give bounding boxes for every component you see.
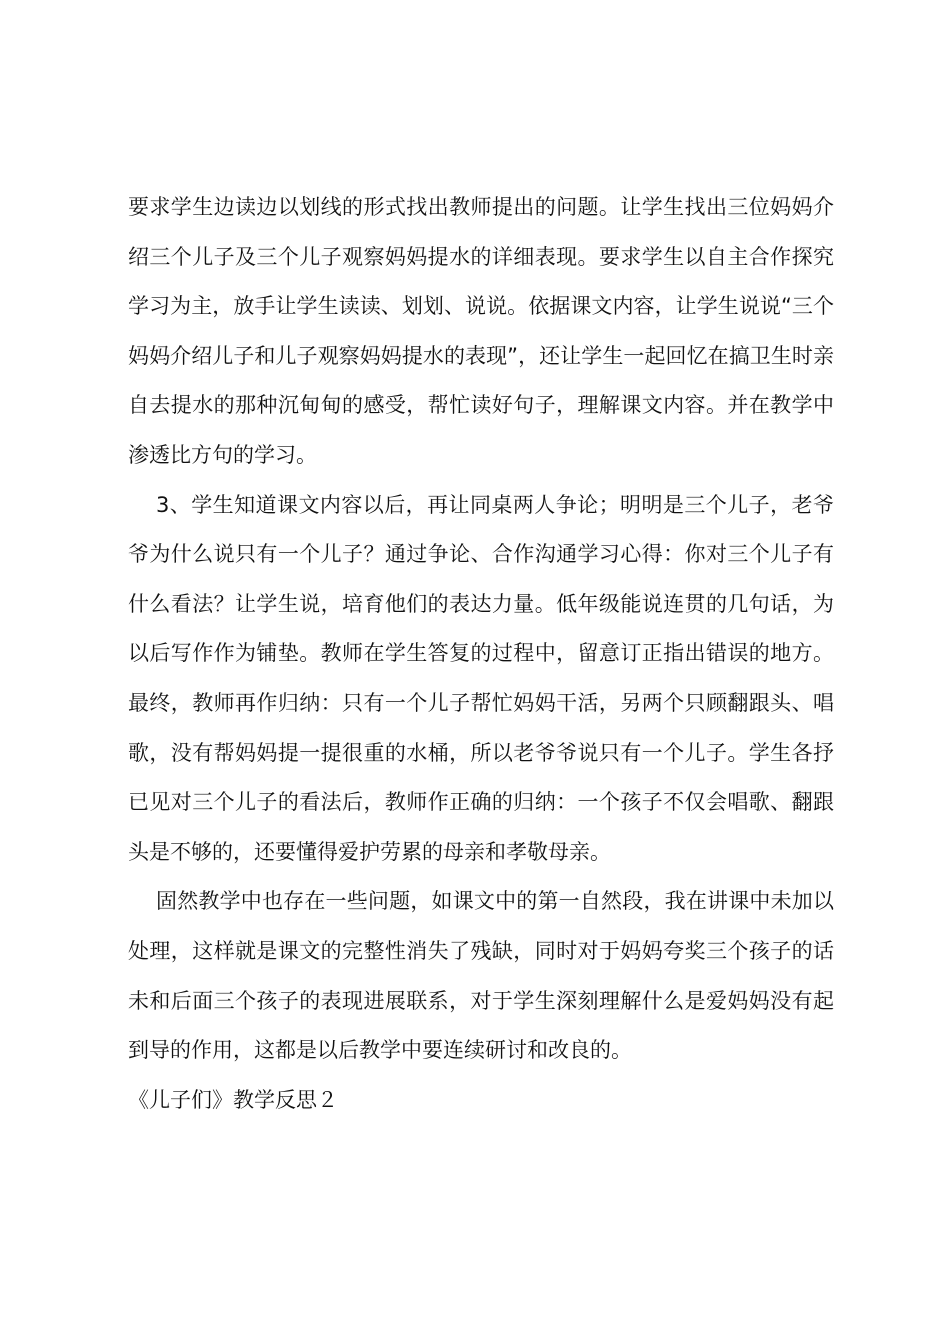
document-body: [128, 183, 834, 1125]
section-heading: 《儿子们》教学反思２: [128, 1087, 338, 1112]
paragraph-reflection: 固然教学中也存在一些问题，如课文中的第一自然段，我在讲课中未加以处理，这样就是课文的完整性消失了残缺，同时对于妈妈夸奖三个孩子的话未和后面三个孩子的表现进展联系，对于学生深刻理解什么是爱妈妈没有起到导的作用，这都是以后教学中要连续研讨和改良的。: [128, 889, 834, 1063]
paragraph-continuation: 要求学生边读边以划线的形式找出教师提出的问题。让学生找出三位妈妈介绍三个儿子及三个儿子观察妈妈提水的详细表现。要求学生以自主合作探究学习为主，放手让学生读读、划划、说说。依据课文内容，让学生说说“三个妈妈介绍儿子和儿子观察妈妈提水的表现”，还让学生一起回忆在搞卫生时亲自去提水的那种沉甸甸的感受，帮忙读好句子，理解课文内容。并在教学中渗透比方句的学习。: [128, 195, 834, 467]
paragraph-step-3: 3、学生知道课文内容以后，再让同桌两人争论；明明是三个儿子，老爷爷为什么说只有一个儿子？通过争论、合作沟通学习心得：你对三个儿子有什么看法？让学生说，培育他们的表达力量。低年级能说连贯的几句话，为以后写作作为铺垫。教师在学生答复的过程中，留意订正指出错误的地方。最终，教师再作归纳：只有一个儿子帮忙妈妈干活，另两个只顾翻跟头、唱歌，没有帮妈妈提一提很重的水桶，所以老爷爷说只有一个儿子。学生各抒已见对三个儿子的看法后，教师作正确的归纳：一个孩子不仅会唱歌、翻跟头是不够的，还要懂得爱护劳累的母亲和孝敬母亲。: [128, 492, 834, 864]
